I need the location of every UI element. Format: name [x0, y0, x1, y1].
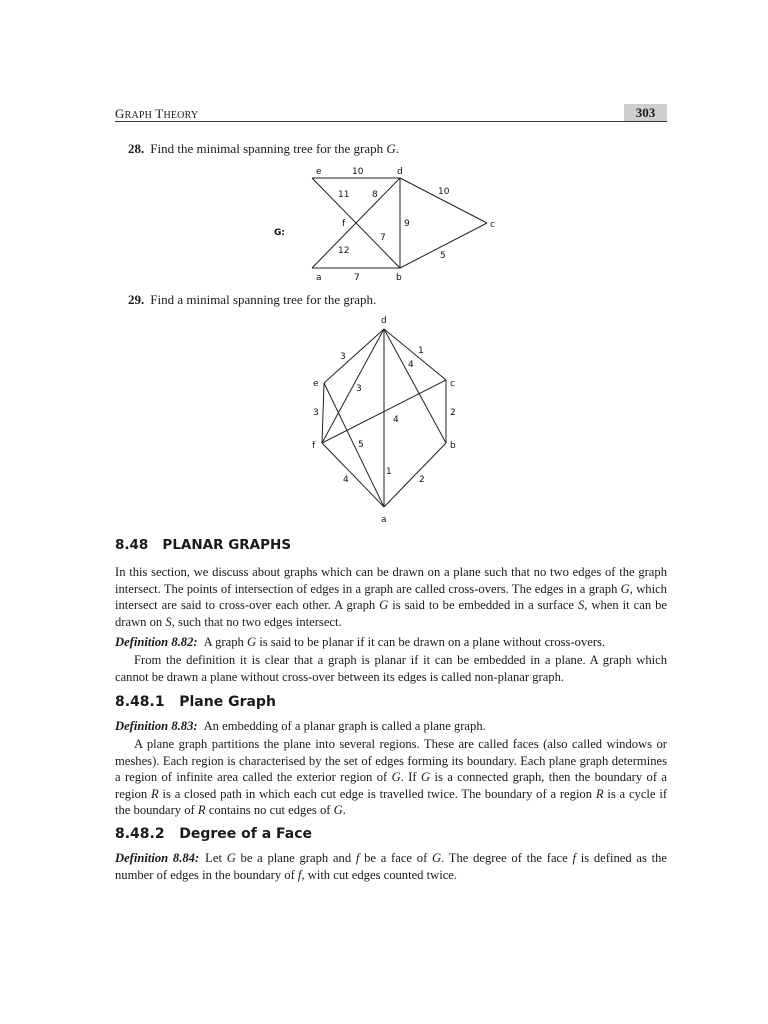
- weight-b-c: 5: [440, 251, 446, 261]
- vertex-b: b: [450, 441, 456, 451]
- edge-e-f: [322, 383, 324, 443]
- edge-f-a: [322, 443, 384, 507]
- vertex-b: b: [396, 273, 402, 283]
- vertex-a: a: [381, 515, 387, 525]
- vertex-c: c: [450, 379, 455, 389]
- weight-d-b: 4: [408, 360, 414, 370]
- running-header-title: GRAPH THEORY: [115, 106, 199, 121]
- problem-number: 29.: [128, 292, 145, 307]
- section-number: 8.48: [115, 537, 149, 553]
- edge-d-e: [324, 329, 384, 383]
- weight-d-c: 1: [418, 346, 424, 356]
- definition-8-83: Definition 8.83: An embedding of a planar graph is called a plane graph.: [115, 719, 486, 733]
- section-heading: [115, 537, 291, 553]
- edge-c-b: [400, 223, 487, 268]
- graph-figure-1: [0, 0, 768, 300]
- problem-28: 28. Find the minimal spanning tree for the graph G.: [128, 141, 400, 156]
- weight-a-b: 2: [419, 475, 425, 485]
- vertex-d: d: [397, 167, 403, 177]
- paragraph-planar-embedding: From the definition it is clear that a graph is planar if it can be embedded in a plane. A graph which cannot be drawn a plane without cross-over between its edges is called non-planar graph.: [115, 653, 667, 684]
- weight-d-b: 9: [404, 219, 410, 229]
- weight-a-b: 7: [354, 273, 360, 283]
- subsection-heading-plane-graph: 8.48.1 Plane Graph: [115, 694, 276, 710]
- weight-d-f: 3: [356, 384, 362, 394]
- weight-f-a: 12: [338, 246, 350, 256]
- weight-c-b: 2: [450, 408, 456, 418]
- edge-d-c: [384, 329, 446, 380]
- edge-d-f: [322, 329, 384, 443]
- subsection-heading-degree-of-face: 8.48.2 Degree of a Face: [115, 826, 313, 842]
- problem-29: 29. Find a minimal spanning tree for the graph.: [128, 292, 377, 307]
- edge-d-c: [400, 178, 487, 223]
- weight-f-c: 4: [393, 415, 399, 425]
- section-title: PLANAR GRAPHS: [162, 537, 292, 553]
- graph-name-label: G:: [274, 228, 285, 238]
- paragraph-plane-graph-regions: A plane graph partitions the plane into several regions. These are called faces (also called windows or meshes). Each region is characterised by the set of edges forming its boundary. Each plane graph determines a region of infinite area called the exterior region of G. If G is a connected graph, then the boundary of a region R is a closed path in which each cut edge is travelled twice. The boundary of a region R is a cycle if the boundary of R contains no cut edges of G.: [115, 737, 668, 818]
- definition-8-84: Definition 8.84: Let G be a plane graph and f be a face of G. The degree of the face f is defined as the number of edges in the boundary of f, with cut edges counted twice.: [115, 851, 667, 882]
- vertex-f: f: [312, 441, 316, 451]
- definition-8-82: Definition 8.82: A graph G is said to be planar if it can be drawn on a plane without cross-overs.: [115, 635, 606, 649]
- edge-e-a: [324, 383, 384, 507]
- edge-d-b: [384, 329, 446, 443]
- graph-figure-2: [0, 300, 768, 530]
- vertex-c: c: [490, 220, 495, 230]
- vertex-e: e: [316, 167, 322, 177]
- vertex-f: f: [342, 219, 346, 229]
- weight-d-a: 1: [386, 467, 392, 477]
- weight-d-f: 8: [372, 190, 378, 200]
- weight-center: 7: [380, 233, 386, 243]
- weight-e-a: 5: [358, 440, 364, 450]
- vertex-a: a: [316, 273, 322, 283]
- section-intro-paragraph: In this section, we discuss about graphs which can be drawn on a plane such that no two edges of the graph intersect. The points of intersection of edges in a graph are called cross-overs. The edges in a graph G, which intersect are said to cross-over each other. A graph G is said to be embedded in a surface S, when it can be drawn on S, such that no two edges intersect.: [115, 565, 667, 629]
- weight-d-e: 3: [340, 352, 346, 362]
- weight-d-c: 10: [438, 187, 450, 197]
- weight-e-d: 10: [352, 167, 364, 177]
- weight-f-a: 4: [343, 475, 349, 485]
- vertex-e: e: [313, 379, 319, 389]
- edge-a-b: [384, 443, 446, 507]
- edge-d-f: [353, 178, 400, 226]
- weight-e-f: 3: [313, 408, 319, 418]
- vertex-d: d: [381, 316, 387, 326]
- problem-number: 28.: [128, 141, 145, 156]
- weight-e-b: 11: [338, 190, 350, 200]
- page-number: 303: [624, 104, 667, 121]
